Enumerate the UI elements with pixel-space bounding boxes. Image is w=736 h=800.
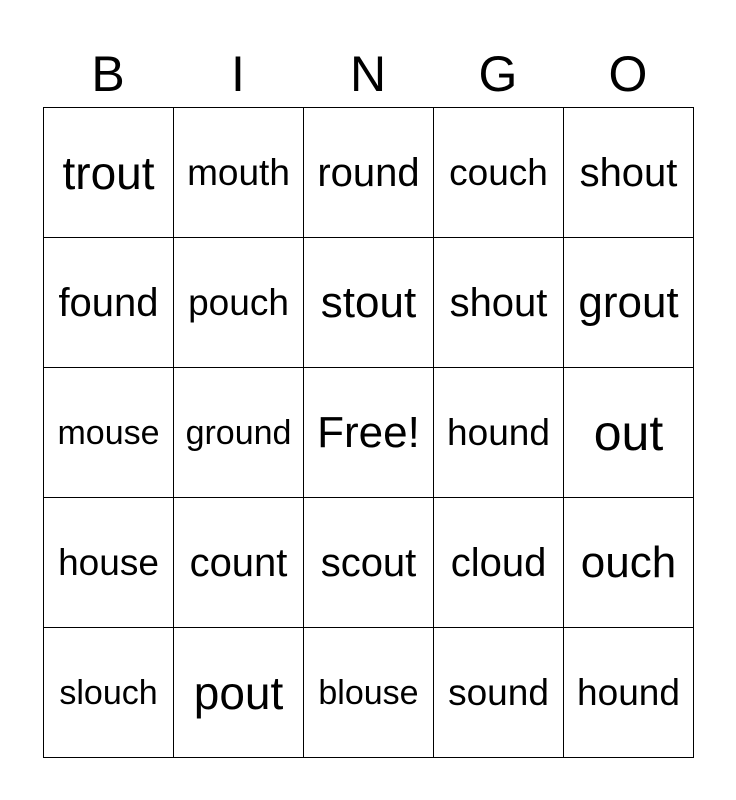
header-letter-o: O: [608, 46, 648, 102]
bingo-cell-r3-c1[interactable]: mouse: [44, 368, 174, 498]
bingo-cell-r2-c1[interactable]: found: [44, 238, 174, 368]
header-letter-b: B: [91, 46, 125, 102]
bingo-cell-r1-c4[interactable]: couch: [434, 108, 564, 238]
bingo-cell-r1-c2[interactable]: mouth: [174, 108, 304, 238]
bingo-cell-r2-c3[interactable]: stout: [304, 238, 434, 368]
header-letter-g: G: [478, 46, 518, 102]
bingo-cell-r2-c2[interactable]: pouch: [174, 238, 304, 368]
bingo-cell-r3-c5[interactable]: out: [564, 368, 694, 498]
bingo-cell-r4-c2[interactable]: count: [174, 498, 304, 628]
bingo-cell-r1-c1[interactable]: trout: [44, 108, 174, 238]
bingo-cell-r5-c2[interactable]: pout: [174, 628, 304, 758]
bingo-cell-r5-c3[interactable]: blouse: [304, 628, 434, 758]
bingo-cell-r2-c4[interactable]: shout: [434, 238, 564, 368]
bingo-cell-r5-c5[interactable]: hound: [564, 628, 694, 758]
header-letter-n: N: [349, 46, 387, 102]
bingo-cell-r3-c2[interactable]: ground: [174, 368, 304, 498]
bingo-cell-r5-c4[interactable]: sound: [434, 628, 564, 758]
bingo-header: [43, 44, 693, 104]
bingo-cell-r1-c5[interactable]: shout: [564, 108, 694, 238]
bingo-cell-r4-c4[interactable]: cloud: [434, 498, 564, 628]
bingo-cell-r1-c3[interactable]: round: [304, 108, 434, 238]
bingo-cell-r2-c5[interactable]: grout: [564, 238, 694, 368]
bingo-board: [43, 107, 694, 758]
bingo-cell-r5-c1[interactable]: slouch: [44, 628, 174, 758]
bingo-cell-r3-c4[interactable]: hound: [434, 368, 564, 498]
bingo-cell-r4-c1[interactable]: house: [44, 498, 174, 628]
header-letter-i: I: [231, 46, 245, 102]
bingo-cell-r4-c3[interactable]: scout: [304, 498, 434, 628]
bingo-cell-r4-c5[interactable]: ouch: [564, 498, 694, 628]
bingo-cell-free[interactable]: Free!: [304, 368, 434, 498]
